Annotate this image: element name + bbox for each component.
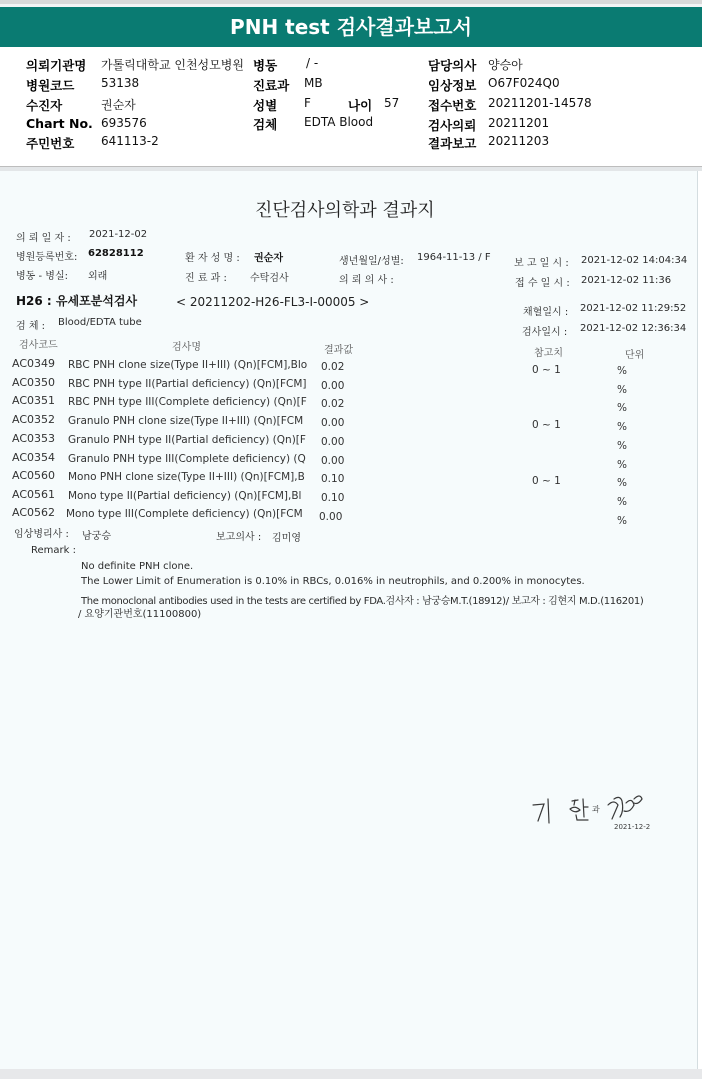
remark-line-3: The monoclonal antibodies used in the tests are certified by FDA.검사자 : 남궁승M.T.(18912)/ 보고자 : 김현지 M.D.(116201) [81,596,644,607]
unit: % [617,515,627,527]
test-time-value: 2021-12-02 12:36:34 [580,323,687,334]
remark-line-1: No definite PNH clone. [81,561,194,572]
pathologist-label: 임상병리사 : [14,529,69,540]
test-code: AC0352 [12,413,56,426]
test-name: RBC PNH clone size(Type II+III) (Qn)[FCM],Blo [68,359,308,371]
clinical-label: 임상정보 [428,78,477,93]
unit: % [617,477,627,489]
test-name: RBC PNH type III(Complete deficiency) (Qn)[F [68,396,307,408]
col-header-unit: 단위 [625,350,645,361]
test-name: Mono type III(Complete deficiency) (Qn)[FCM [66,508,303,520]
remark-label: Remark : [31,545,76,556]
pathologist-value: 남궁승 [82,531,111,542]
test-code: AC0562 [12,506,56,519]
window-top-edge [0,0,702,4]
result-value: 0.02 [321,398,345,410]
hospital-code-label: 병원코드 [26,78,75,93]
result-value: 0.10 [321,473,345,485]
handwritten-signature [530,791,670,833]
col-header-code: 검사코드 [19,340,58,351]
section-title: H26 : 유세포분석검사 [16,294,138,308]
clinical-value: O67F024Q0 [488,76,560,90]
test-name: RBC PNH type II(Partial deficiency) (Qn)[FCM] [68,378,307,390]
specimen-label: 검 체 : [16,321,46,332]
test-code: AC0353 [12,432,56,445]
scan-title: 진단검사의학과 결과지 [255,200,435,221]
collect-time-label: 채혈일시 : [523,307,569,318]
birth-value: 1964-11-13 / F [417,252,491,263]
test-code: AC0349 [12,357,56,370]
scanned-result-sheet [0,171,698,1069]
ward-value: / - [306,56,319,70]
test-code: AC0560 [12,469,56,482]
test-code: AC0354 [12,451,56,464]
chart-no-label: Chart No. [26,116,93,131]
patient-name-value: 권순자 [254,253,283,264]
report-date-label: 결과보고 [428,136,477,151]
request-org-value: 가톨릭대학교 인천성모병원 [101,58,244,72]
result-value: 0.00 [321,455,345,467]
test-name: Granulo PNH clone size(Type II+III) (Qn)[FCM [68,415,304,427]
test-code: AC0351 [12,394,56,407]
sex-label: 성별 [253,98,278,113]
age-value: 57 [384,96,400,110]
request-date-value: 2021-12-02 [89,229,148,240]
report-date-value: 20211203 [488,134,550,148]
dept-value: MB [304,76,323,90]
unit: % [617,402,627,414]
ward-label: 병동 [253,58,278,73]
hospital-code-value: 53138 [101,76,140,90]
test-request-value: 20211201 [488,116,550,130]
unit: % [617,384,627,396]
col-header-result: 결과값 [324,345,353,356]
collect-time-value: 2021-12-02 11:29:52 [580,303,687,314]
dept-label: 진 료 과 : [185,273,227,284]
dept-label: 진료과 [253,78,290,93]
svg-text:2021-12-2: 2021-12-2 [614,823,651,831]
request-date-label: 의 뢰 일 자 : [16,233,71,244]
test-code: AC0350 [12,376,56,389]
svg-text:과: 과 [592,805,600,814]
report-time-value: 2021-12-02 14:04:34 [581,255,688,266]
test-code: AC0561 [12,488,56,501]
reporter-value: 김미영 [272,533,301,544]
receipt-time-value: 2021-12-02 11:36 [581,275,672,286]
test-name: Mono PNH clone size(Type II+III) (Qn)[FCM],B [68,471,305,483]
sex-value: F [304,96,311,110]
report-time-label: 보 고 일 시 : [514,258,569,269]
bottom-edge [0,1069,702,1079]
report-header [0,47,702,167]
unit: % [617,440,627,452]
result-value: 0.00 [321,380,345,392]
specimen-label: 검체 [253,117,278,132]
result-value: 0.02 [321,361,345,373]
test-name: Mono type II(Partial deficiency) (Qn)[FCM],Bl [68,490,302,502]
test-name: Granulo PNH type III(Complete deficiency) (Q [68,453,306,465]
dept-value: 수탁검사 [250,273,289,284]
specimen-value: EDTA Blood [304,115,374,129]
doctor-value: 양승아 [488,58,523,72]
result-value: 0.00 [321,436,345,448]
unit: % [617,496,627,508]
test-name: Granulo PNH type II(Partial deficiency) (Qn)[F [68,434,306,446]
reference-range: 0 ~ 1 [532,364,561,376]
remark-line-4: / 요양기관번호(11100800) [78,609,202,620]
test-time-label: 검사일시 : [522,327,568,338]
reg-no-value: 62828112 [88,248,144,259]
ward-room-label: 병동 - 병실: [16,271,68,282]
receipt-time-label: 접 수 일 시 : [515,278,570,289]
birth-label: 생년월일/성별: [339,256,404,267]
unit: % [617,365,627,377]
reference-range: 0 ~ 1 [532,475,561,487]
age-label: 나이 [348,98,373,113]
patient-label: 수진자 [26,98,63,113]
result-value: 0.00 [319,511,343,523]
result-value: 0.10 [321,492,345,504]
request-org-label: 의뢰기관명 [26,58,87,73]
doctor-label: 담당의사 [428,58,477,73]
receipt-label: 접수번호 [428,98,477,113]
patient-value: 권순자 [101,98,136,112]
ward-room-value: 외래 [88,271,108,282]
specimen-value: Blood/EDTA tube [58,317,142,328]
report-banner-title: PNH test 검사결과보고서 [0,7,702,47]
col-header-ref: 참고치 [534,348,563,359]
right-edge [698,171,702,1069]
unit: % [617,421,627,433]
unit: % [617,459,627,471]
specimen-number: < 20211202-H26-FL3-I-00005 > [176,295,370,309]
col-header-name: 검사명 [172,342,201,353]
resident-id-label: 주민번호 [26,136,75,151]
result-value: 0.00 [321,417,345,429]
receipt-value: 20211201-14578 [488,96,592,110]
resident-id-value: 641113-2 [101,134,159,148]
patient-name-label: 환 자 성 명 : [185,253,240,264]
reporter-label: 보고의사 : [216,532,262,543]
test-request-label: 검사의뢰 [428,118,477,133]
reg-no-label: 병원등록번호: [16,252,78,263]
chart-no-value: 693576 [101,116,147,130]
remark-line-2: The Lower Limit of Enumeration is 0.10% in RBCs, 0.016% in neutrophils, and 0.200% in monocytes. [81,576,585,587]
requesting-doctor-label: 의 뢰 의 사 : [339,275,394,286]
reference-range: 0 ~ 1 [532,419,561,431]
